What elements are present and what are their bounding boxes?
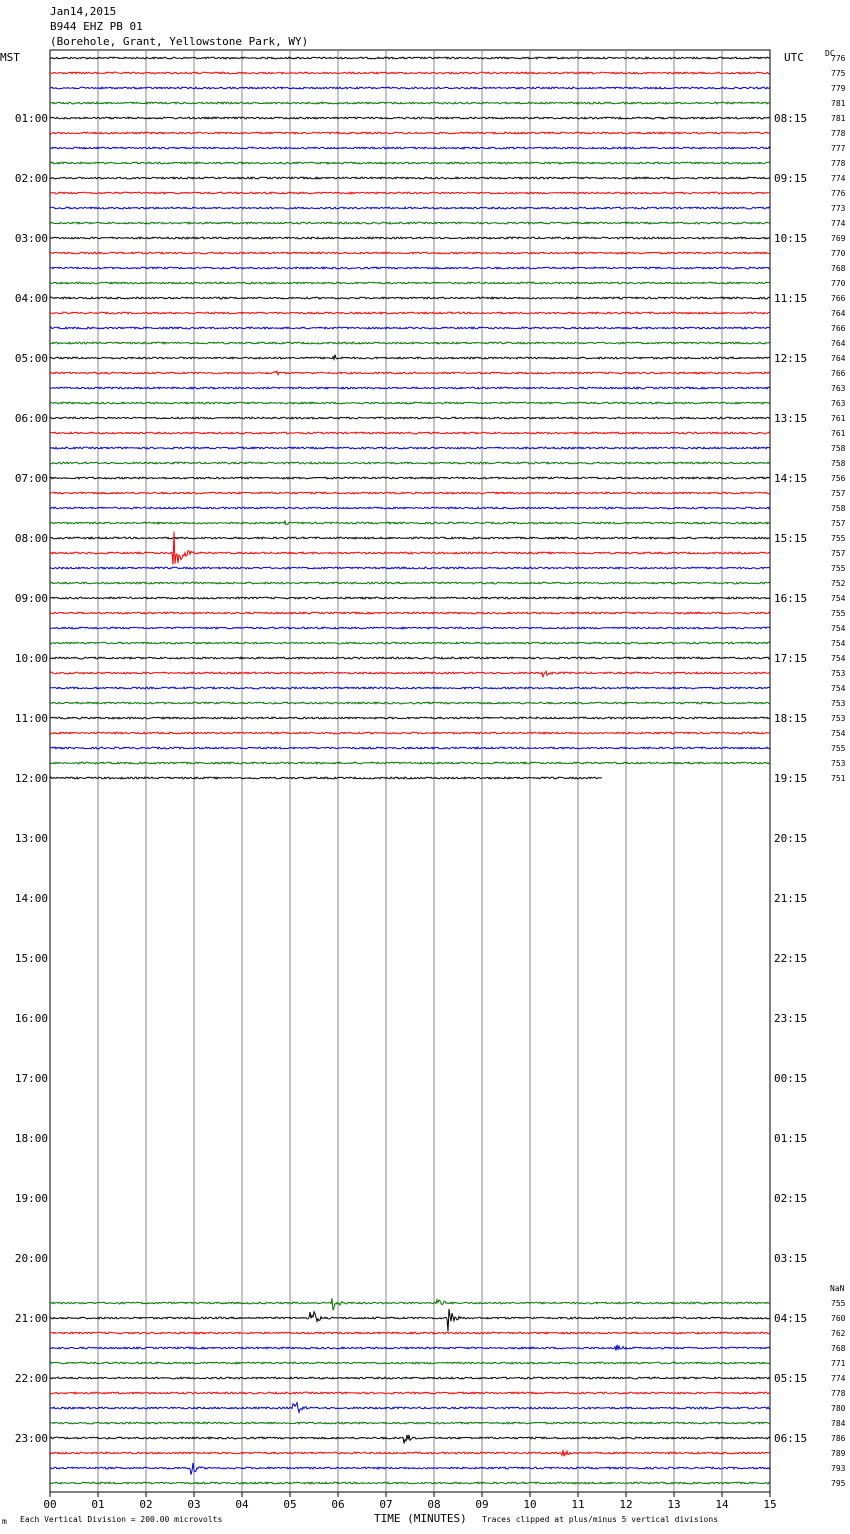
trace-line [50, 327, 770, 329]
dc-offset-value: 780 [831, 1404, 846, 1413]
x-tick-label: 14 [715, 1498, 729, 1511]
left-time-label: 21:00 [14, 1312, 48, 1325]
dc-offset-value: 793 [831, 1464, 846, 1473]
dc-offset-value: 754 [831, 684, 846, 693]
x-tick-label: 12 [619, 1498, 633, 1511]
right-time-label: 05:15 [774, 1372, 808, 1385]
right-time-label: 03:15 [774, 1252, 808, 1265]
right-time-label: 13:15 [774, 412, 808, 425]
dc-offset-value: 766 [831, 369, 846, 378]
x-tick-label: 03 [187, 1498, 201, 1511]
x-tick-label: 09 [475, 1498, 489, 1511]
x-axis-label: TIME (MINUTES) [374, 1512, 467, 1525]
left-time-label: 02:00 [14, 172, 48, 185]
dc-offset-value: 754 [831, 594, 846, 603]
trace-line [50, 477, 770, 479]
dc-offset-value: 754 [831, 654, 846, 663]
dc-offset-value: 757 [831, 519, 846, 528]
dc-offset-value: 768 [831, 1344, 846, 1353]
right-time-label: 04:15 [774, 1312, 808, 1325]
left-time-label: 16:00 [14, 1012, 48, 1025]
trace-line [50, 162, 770, 164]
x-tick-label: 00 [43, 1498, 57, 1511]
dc-offset-value: 763 [831, 384, 846, 393]
trace-line [50, 222, 770, 224]
left-time-label: 19:00 [14, 1192, 48, 1205]
right-time-label: 02:15 [774, 1192, 808, 1205]
header-date: Jan14,2015 [50, 5, 117, 18]
dc-offset-value: 761 [831, 429, 846, 438]
dc-offset-value: 757 [831, 549, 846, 558]
dc-offset-value: 764 [831, 309, 846, 318]
trace-line [50, 1392, 770, 1394]
right-time-label: 16:15 [774, 592, 808, 605]
trace-line [50, 342, 770, 344]
footer-clip-note: Traces clipped at plus/minus 5 vertical divisions [482, 1515, 719, 1524]
left-time-label: 05:00 [14, 352, 48, 365]
trace-line [50, 1345, 770, 1351]
dc-offset-value: 789 [831, 1449, 846, 1458]
dc-offset-value: 758 [831, 459, 846, 468]
trace-line [50, 532, 770, 565]
right-timezone-label: UTC [784, 51, 804, 64]
dc-offset-value: 755 [831, 564, 846, 573]
trace-line [50, 1362, 770, 1364]
dc-offset-value: 755 [831, 534, 846, 543]
right-time-label: 12:15 [774, 352, 808, 365]
x-tick-label: 13 [667, 1498, 681, 1511]
dc-offset-value: 753 [831, 669, 846, 678]
right-time-label: 22:15 [774, 952, 808, 965]
trace-line [50, 702, 770, 704]
trace-line [50, 507, 770, 509]
trace-line [50, 417, 770, 419]
left-time-label: 08:00 [14, 532, 48, 545]
trace-line [50, 312, 770, 314]
dc-offset-value: 779 [831, 84, 846, 93]
dc-offset-value: 774 [831, 219, 846, 228]
left-timezone-label: MST [0, 51, 20, 64]
trace-line [50, 237, 770, 239]
dc-offset-value: 754 [831, 624, 846, 633]
trace-line [50, 732, 770, 734]
right-time-label: 18:15 [774, 712, 808, 725]
footer-mark: m [2, 1517, 7, 1526]
dc-offset-value: 776 [831, 54, 846, 63]
right-time-label: 19:15 [774, 772, 808, 785]
right-time-label: 23:15 [774, 1012, 808, 1025]
trace-line [50, 87, 770, 89]
x-tick-label: 15 [763, 1498, 777, 1511]
left-time-label: 06:00 [14, 412, 48, 425]
dc-offset-value: 774 [831, 1374, 846, 1383]
dc-offset-value: 758 [831, 504, 846, 513]
trace-line [50, 521, 770, 525]
dc-offset-value: 752 [831, 579, 846, 588]
dc-offset-value: 771 [831, 1359, 846, 1368]
trace-line [50, 717, 770, 719]
right-time-label: 01:15 [774, 1132, 808, 1145]
trace-line [50, 627, 770, 629]
trace-line [50, 192, 770, 194]
trace-line [50, 387, 770, 389]
x-tick-label: 01 [91, 1498, 105, 1511]
left-time-label: 22:00 [14, 1372, 48, 1385]
trace-line [50, 1450, 770, 1456]
x-tick-label: 06 [331, 1498, 345, 1511]
dc-offset-value: 770 [831, 249, 846, 258]
dc-offset-value: 755 [831, 1299, 846, 1308]
trace-line [50, 687, 770, 689]
left-time-label: 20:00 [14, 1252, 48, 1265]
dc-offset-value: 757 [831, 489, 846, 498]
dc-offset-value: 786 [831, 1434, 846, 1443]
dc-offset-value: 753 [831, 759, 846, 768]
left-time-label: 14:00 [14, 892, 48, 905]
dc-offset-value: 784 [831, 1419, 846, 1428]
trace-line [50, 207, 770, 209]
dc-offset-value: 755 [831, 744, 846, 753]
trace-line [50, 671, 770, 677]
dc-offset-value: 778 [831, 129, 846, 138]
left-time-label: 12:00 [14, 772, 48, 785]
dc-offset-value: 753 [831, 699, 846, 708]
header-station: B944 EHZ PB 01 [50, 20, 143, 33]
trace-line [50, 657, 770, 659]
header-location: (Borehole, Grant, Yellowstone Park, WY) [50, 35, 309, 48]
trace-line [50, 252, 770, 254]
trace-line [50, 147, 770, 149]
x-tick-label: 02 [139, 1498, 153, 1511]
dc-offset-value: 768 [831, 264, 846, 273]
trace-line [50, 432, 770, 434]
right-time-label: 14:15 [774, 472, 808, 485]
dc-offset-value: 761 [831, 414, 846, 423]
dc-offset-value: 777 [831, 144, 846, 153]
left-time-label: 10:00 [14, 652, 48, 665]
right-time-label: 11:15 [774, 292, 808, 305]
left-time-label: 09:00 [14, 592, 48, 605]
left-time-label: 15:00 [14, 952, 48, 965]
trace-line [50, 447, 770, 449]
dc-offset-value: 769 [831, 234, 846, 243]
dc-column-label-2: NaN [830, 1284, 845, 1293]
time-labels [15, 54, 846, 1488]
trace-line [50, 1463, 770, 1475]
trace-line [50, 1403, 770, 1413]
trace-line [50, 402, 770, 404]
trace-line [50, 1332, 770, 1334]
right-time-label: 00:15 [774, 1072, 808, 1085]
trace-line [50, 567, 770, 569]
dc-offset-value: 763 [831, 399, 846, 408]
trace-line [50, 612, 770, 614]
trace-line [50, 1298, 770, 1310]
trace-line [50, 72, 770, 74]
dc-offset-value: 754 [831, 639, 846, 648]
trace-line [50, 282, 770, 284]
dc-offset-value: 766 [831, 294, 846, 303]
plot-frame [50, 50, 770, 1492]
left-time-label: 18:00 [14, 1132, 48, 1145]
left-time-label: 11:00 [14, 712, 48, 725]
trace-line [50, 1377, 770, 1379]
trace-line [50, 537, 770, 539]
x-tick-label: 07 [379, 1498, 393, 1511]
dc-offset-value: 764 [831, 354, 846, 363]
dc-offset-value: 781 [831, 114, 846, 123]
right-time-label: 10:15 [774, 232, 808, 245]
dc-offset-value: 778 [831, 1389, 846, 1398]
trace-line [50, 1435, 770, 1444]
dc-offset-value: 770 [831, 279, 846, 288]
dc-offset-value: 774 [831, 174, 846, 183]
dc-offset-value: 760 [831, 1314, 846, 1323]
trace-line [50, 597, 770, 599]
right-time-label: 09:15 [774, 172, 808, 185]
x-tick-label: 08 [427, 1498, 441, 1511]
dc-offset-value: 781 [831, 99, 846, 108]
dc-offset-value: 775 [831, 69, 846, 78]
dc-offset-value: 773 [831, 204, 846, 213]
seismic-traces [50, 57, 770, 1484]
trace-line [50, 642, 770, 644]
left-time-label: 03:00 [14, 232, 48, 245]
trace-line [50, 777, 602, 779]
trace-line [50, 1422, 770, 1424]
right-time-label: 17:15 [774, 652, 808, 665]
trace-line [50, 267, 770, 269]
trace-line [50, 762, 770, 764]
plot-grid [43, 50, 776, 1511]
trace-line [50, 747, 770, 749]
dc-offset-value: 766 [831, 324, 846, 333]
right-time-label: 06:15 [774, 1432, 808, 1445]
dc-offset-value: 755 [831, 609, 846, 618]
trace-line [50, 1482, 770, 1484]
trace-line [50, 57, 770, 59]
left-time-label: 07:00 [14, 472, 48, 485]
dc-offset-value: 764 [831, 339, 846, 348]
trace-line [50, 371, 770, 375]
left-time-label: 01:00 [14, 112, 48, 125]
dc-offset-value: 762 [831, 1329, 846, 1338]
trace-line [50, 117, 770, 119]
x-tick-label: 10 [523, 1498, 537, 1511]
left-time-label: 13:00 [14, 832, 48, 845]
trace-line [50, 462, 770, 464]
right-time-label: 20:15 [774, 832, 808, 845]
dc-offset-value: 778 [831, 159, 846, 168]
trace-line [50, 1309, 770, 1331]
right-time-label: 15:15 [774, 532, 808, 545]
trace-line [50, 102, 770, 104]
trace-line [50, 297, 770, 299]
footer-division-note: Each Vertical Division = 200.00 microvolts [20, 1515, 223, 1524]
trace-line [50, 355, 770, 360]
left-time-label: 04:00 [14, 292, 48, 305]
dc-column-label: DC [825, 49, 835, 58]
trace-line [50, 492, 770, 494]
dc-offset-value: 751 [831, 774, 846, 783]
trace-line [50, 582, 770, 584]
right-time-label: 21:15 [774, 892, 808, 905]
trace-line [50, 132, 770, 134]
dc-offset-value: 754 [831, 729, 846, 738]
trace-line [50, 177, 770, 179]
x-tick-label: 04 [235, 1498, 249, 1511]
left-time-label: 23:00 [14, 1432, 48, 1445]
dc-offset-value: 756 [831, 474, 846, 483]
x-tick-label: 05 [283, 1498, 297, 1511]
dc-offset-value: 776 [831, 189, 846, 198]
dc-offset-value: 758 [831, 444, 846, 453]
dc-offset-value: 753 [831, 714, 846, 723]
left-time-label: 17:00 [14, 1072, 48, 1085]
dc-offset-value: 795 [831, 1479, 846, 1488]
right-time-label: 08:15 [774, 112, 808, 125]
x-tick-label: 11 [571, 1498, 585, 1511]
